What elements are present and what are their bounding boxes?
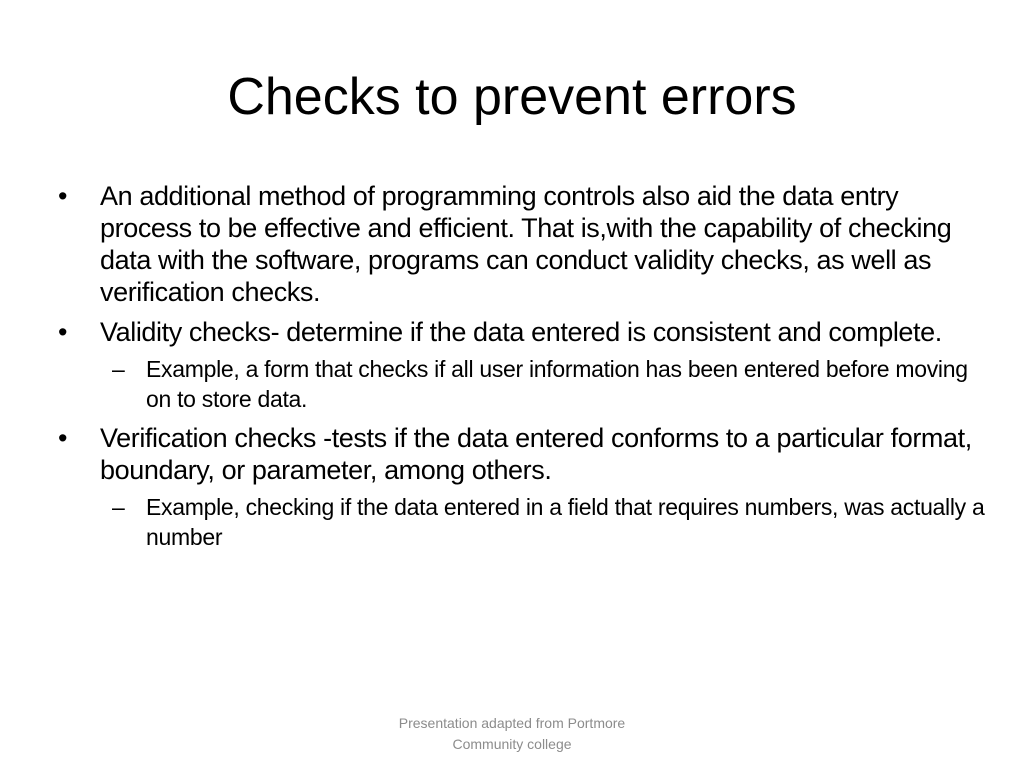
- bullet-text: An additional method of programming controls also aid the data entry process to be effective and efficient. That is,with the capability of checking data with the software, programs can conduct validity checks, as well as verification checks.: [100, 181, 952, 307]
- sub-bullet-item: [58, 354, 988, 414]
- bullet-marker: •: [58, 181, 68, 211]
- slide-title: Checks to prevent errors: [227, 68, 797, 126]
- slide-footer: [362, 713, 662, 755]
- bullet-marker: •: [58, 317, 68, 347]
- bullet-marker: •: [58, 423, 68, 453]
- footer-line: Community college: [452, 736, 572, 752]
- bullet-text: Validity checks- determine if the data entered is consistent and complete.: [100, 317, 942, 347]
- footer-line: Presentation adapted from Portmore: [398, 715, 626, 731]
- bullet-item: [58, 180, 988, 308]
- slide-body: [58, 180, 988, 560]
- bullet-item: [58, 422, 988, 486]
- bullet-item: [58, 316, 988, 348]
- bullet-text: Verification checks -tests if the data entered conforms to a particular format, boundary, or parameter, among others.: [100, 423, 972, 485]
- sub-bullet-marker: –: [112, 494, 125, 520]
- sub-bullet-text: Example, checking if the data entered in a field that requires numbers, was actually a number: [146, 494, 985, 550]
- sub-bullet-marker: –: [112, 356, 125, 382]
- sub-bullet-text: Example, a form that checks if all user information has been entered before moving on to store data.: [146, 356, 968, 412]
- sub-bullet-item: [58, 492, 988, 552]
